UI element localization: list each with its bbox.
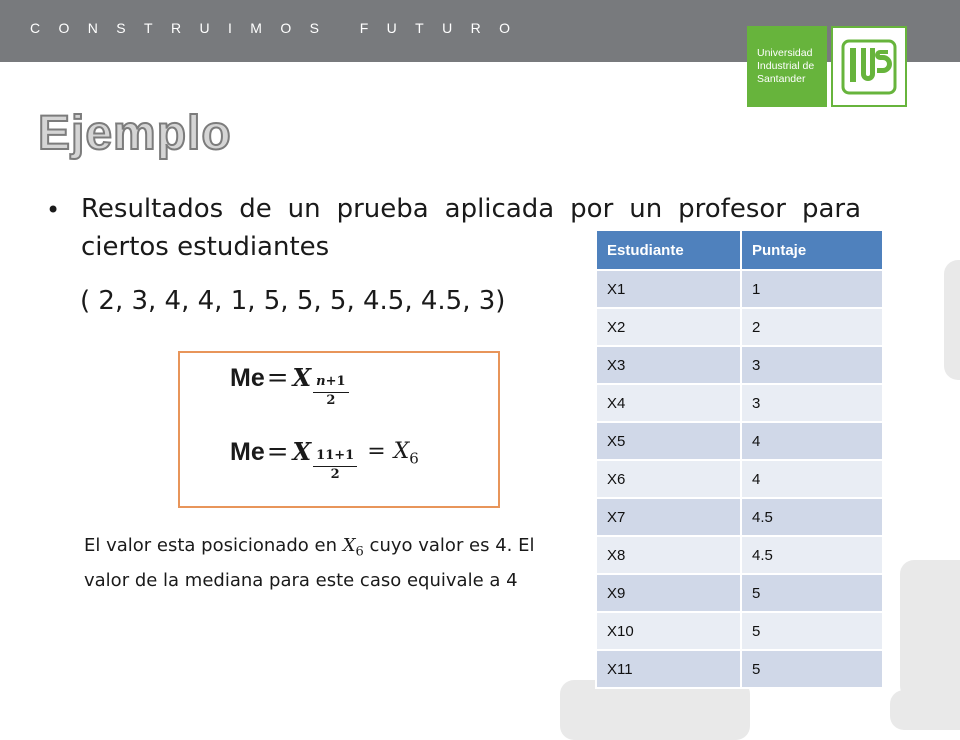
equals-sign: = bbox=[367, 439, 386, 464]
score-cell: 1 bbox=[741, 270, 883, 308]
decorative-shape bbox=[890, 690, 960, 730]
score-cell: 4 bbox=[741, 460, 883, 498]
logo-text-line-2: Industrial de bbox=[757, 60, 815, 72]
numerator-suffix: +1 bbox=[325, 374, 346, 389]
decorative-shape bbox=[560, 680, 750, 740]
student-cell: X2 bbox=[596, 308, 741, 346]
result-subscript: 6 bbox=[409, 449, 419, 468]
fraction-numerator bbox=[313, 375, 348, 393]
table-header-row bbox=[596, 230, 883, 270]
formula-row-applied bbox=[230, 437, 419, 483]
score-cell: 5 bbox=[741, 612, 883, 650]
uis-emblem-icon bbox=[831, 26, 907, 107]
variable-x: X bbox=[292, 363, 312, 392]
logo-wordmark bbox=[747, 26, 827, 107]
explanation-part-2: cuyo valor es 4. El valor de la mediana para este caso equivale a 4 bbox=[84, 535, 535, 591]
table-row bbox=[596, 650, 883, 688]
table-row bbox=[596, 498, 883, 536]
formula-row-general bbox=[230, 363, 349, 409]
decorative-shape bbox=[900, 560, 960, 700]
logo-text-line-1: Universidad bbox=[757, 47, 813, 59]
table-row bbox=[596, 308, 883, 346]
student-cell: X8 bbox=[596, 536, 741, 574]
median-label: Me bbox=[230, 438, 265, 466]
student-cell: X7 bbox=[596, 498, 741, 536]
explanation-variable-letter: X bbox=[342, 535, 356, 556]
decorative-shape bbox=[944, 260, 960, 380]
fraction-denominator: 2 bbox=[330, 467, 340, 482]
explanation-part-1: El valor esta posicionado en bbox=[84, 535, 343, 556]
fraction-denominator: 2 bbox=[326, 393, 336, 408]
explanation-text bbox=[84, 532, 554, 595]
result-variable-letter: X bbox=[393, 439, 410, 464]
student-cell: X3 bbox=[596, 346, 741, 384]
median-formula-box bbox=[178, 351, 500, 508]
student-cell: X5 bbox=[596, 422, 741, 460]
scores-table bbox=[595, 229, 884, 689]
table-row bbox=[596, 422, 883, 460]
table-row bbox=[596, 384, 883, 422]
fraction-numerator: 11+1 bbox=[313, 449, 357, 467]
slide-title: Ejemplo bbox=[38, 107, 232, 160]
score-cell: 5 bbox=[741, 650, 883, 688]
bullet-icon: • bbox=[46, 196, 61, 224]
student-cell: X1 bbox=[596, 270, 741, 308]
column-header-student: Estudiante bbox=[596, 230, 741, 270]
bullet-text: Resultados de un prueba aplicada por un profesor para ciertos estudiantes bbox=[81, 194, 861, 262]
score-cell: 3 bbox=[741, 346, 883, 384]
student-cell: X4 bbox=[596, 384, 741, 422]
median-label: Me bbox=[230, 364, 265, 392]
equals-sign: = bbox=[266, 437, 289, 467]
table-row bbox=[596, 612, 883, 650]
table-row bbox=[596, 346, 883, 384]
score-cell: 3 bbox=[741, 384, 883, 422]
table-row bbox=[596, 574, 883, 612]
tagline: CONSTRUIMOS FUTURO bbox=[30, 20, 529, 36]
score-cell: 4 bbox=[741, 422, 883, 460]
table-row bbox=[596, 270, 883, 308]
university-logo bbox=[747, 26, 907, 107]
data-values: ( 2, 3, 4, 4, 1, 5, 5, 5, 4.5, 4.5, 3) bbox=[80, 286, 506, 316]
student-cell: X9 bbox=[596, 574, 741, 612]
score-cell: 2 bbox=[741, 308, 883, 346]
numerator-variable: n bbox=[316, 374, 326, 389]
score-cell: 5 bbox=[741, 574, 883, 612]
position-fraction bbox=[313, 375, 348, 409]
logo-text-line-3: Santander bbox=[757, 73, 806, 85]
table-row bbox=[596, 536, 883, 574]
student-cell: X10 bbox=[596, 612, 741, 650]
score-cell: 4.5 bbox=[741, 536, 883, 574]
score-cell: 4.5 bbox=[741, 498, 883, 536]
student-cell: X11 bbox=[596, 650, 741, 688]
result-variable bbox=[394, 437, 419, 473]
student-cell: X6 bbox=[596, 460, 741, 498]
position-fraction bbox=[313, 449, 357, 483]
equals-sign: = bbox=[266, 363, 289, 393]
table-row bbox=[596, 460, 883, 498]
column-header-score: Puntaje bbox=[741, 230, 883, 270]
explanation-variable-subscript: 6 bbox=[355, 544, 364, 560]
variable-x: X bbox=[292, 437, 312, 466]
explanation-variable bbox=[342, 535, 364, 560]
